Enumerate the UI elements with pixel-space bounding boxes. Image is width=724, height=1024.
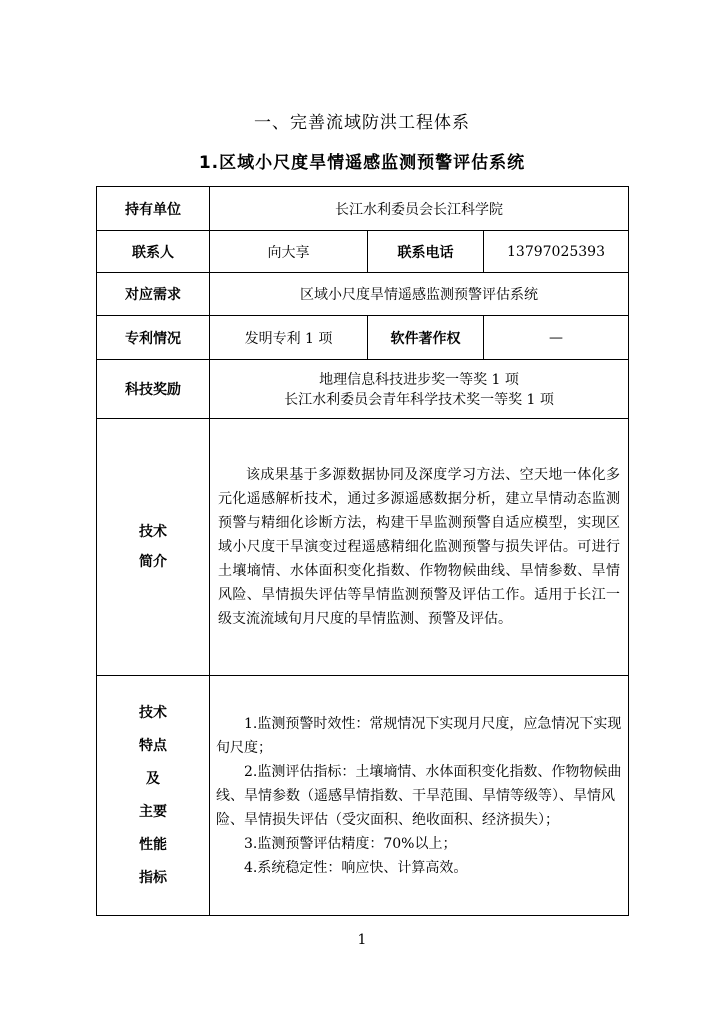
owner-label: 持有单位 <box>97 187 210 231</box>
phone-label: 联系电话 <box>368 231 484 273</box>
features-label-line: 指标 <box>139 869 167 886</box>
features-label-line: 技术 <box>139 704 167 721</box>
contact-row <box>97 231 629 273</box>
features-label-line: 特点 <box>139 737 167 754</box>
intro-paragraph: 该成果基于多源数据协同及深度学习方法、空天地一体化多元化遥感解析技术，通过多源遥感数据分析，建立旱情动态监测预警与精细化诊断方法，构建干旱监测预警自适应模型，实现区域小尺度干旱演变过程遥感精细化监测预警与损失评估。可进行土壤墒情、水体面积变化指数、作物物候曲线、旱情参数、旱情风险、旱情损失评估等旱情监测预警及评估工作。适用于长江一级支流流域旬月尺度的旱情监测、预警及评估。 <box>218 467 621 627</box>
feature-item: 4.系统稳定性：响应快、计算高效。 <box>244 859 468 876</box>
intro-label-line: 简介 <box>139 554 167 570</box>
info-table <box>96 186 629 916</box>
features-text-cell <box>210 676 629 916</box>
intro-row <box>97 419 629 676</box>
features-row <box>97 676 629 916</box>
award-value <box>210 360 629 419</box>
need-label: 对应需求 <box>97 273 210 316</box>
features-label-line: 性能 <box>139 836 167 853</box>
owner-row <box>97 187 629 231</box>
feature-item: 2.监测评估指标：土壤墒情、水体面积变化指数、作物物候曲线、旱情参数（遥感旱情指数、干旱范围、旱情等级等）、旱情风险、旱情损失评估（受灾面积、绝收面积、经济损失）； <box>216 763 622 828</box>
award-line: 地理信息科技进步奖一等奖 1 项 <box>319 372 519 388</box>
feature-item: 3.监测预警评估精度：70%以上； <box>244 835 457 852</box>
contact-label: 联系人 <box>97 231 210 273</box>
phone-value: 13797025393 <box>484 231 629 273</box>
award-row <box>97 360 629 419</box>
owner-value: 长江水利委员会长江科学院 <box>210 187 629 231</box>
contact-value: 向大享 <box>210 231 368 273</box>
award-label: 科技奖励 <box>97 360 210 419</box>
page-number: 1 <box>357 932 367 948</box>
feature-item: 1.监测预警时效性：常规情况下实现月尺度，应急情况下实现旬尺度； <box>216 715 622 756</box>
intro-label <box>97 419 210 676</box>
patent-value: 发明专利 1 项 <box>210 316 368 360</box>
software-value: — <box>484 316 629 360</box>
features-label-line: 主要 <box>139 803 167 820</box>
intro-text-cell <box>210 419 629 676</box>
patent-label: 专利情况 <box>97 316 210 360</box>
software-label: 软件著作权 <box>368 316 484 360</box>
document-title: 1.区域小尺度旱情遥感监测预警评估系统 <box>198 153 526 173</box>
features-label <box>97 676 210 916</box>
need-value: 区域小尺度旱情遥感监测预警评估系统 <box>210 273 629 316</box>
intro-label-line: 技术 <box>139 524 167 540</box>
patent-row <box>97 316 629 360</box>
need-row <box>97 273 629 316</box>
features-label-line: 及 <box>146 770 160 787</box>
section-heading: 一、完善流域防洪工程体系 <box>254 113 470 133</box>
award-line: 长江水利委员会青年科学技术奖一等奖 1 项 <box>284 392 554 408</box>
